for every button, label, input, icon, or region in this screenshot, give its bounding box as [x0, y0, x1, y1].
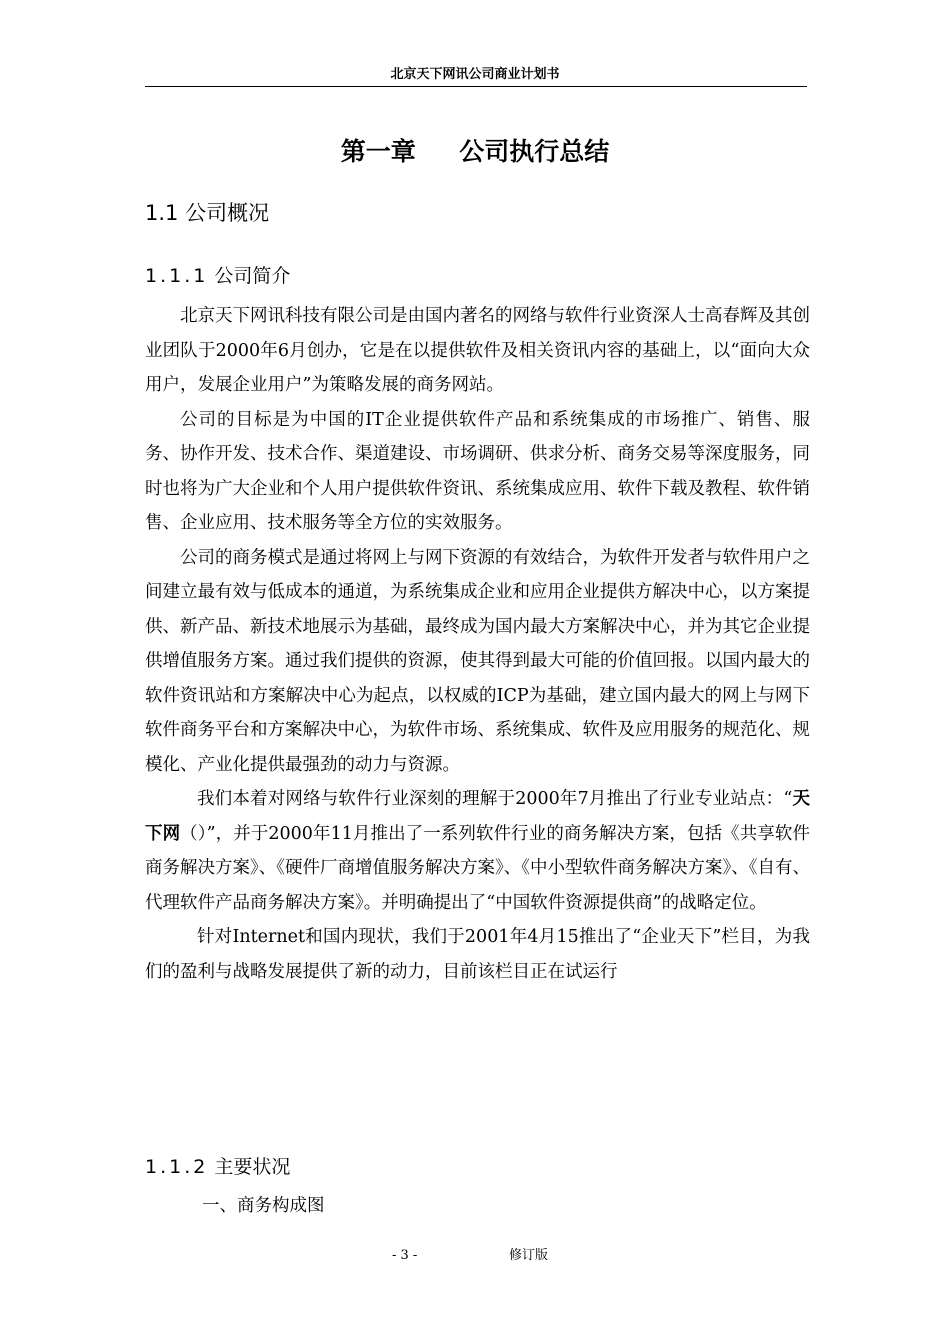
subsection-number: 1.1.1	[145, 265, 209, 287]
paragraph: 针对Internet和国内现状，我们于2001年4月15推出了“企业天下”栏目，为我们的盈利与战略发展提供了新的动力，目前该栏目正在试运行	[145, 927, 810, 982]
subsection-heading-1-1-1	[145, 262, 290, 290]
paragraph-text: 我们本着对网络与软件行业深刻的理解于2000年7月推出了行业专业站点：“	[197, 789, 793, 809]
paragraph-text: （）”，并于2000年11月推出了一系列软件行业的商务解决方案，包括《共享软件商务解决方案》、《硬件厂商增值服务解决方案》、《中小型软件商务解决方案》、《自有、代理软件产品商务解决方案》。并明确提出了“中国软件资源提供商”的战略定位。	[145, 823, 811, 913]
paragraph: 北京天下网讯科技有限公司是由国内著名的网络与软件行业资深人士高春辉及其创业团队于2000年6月创办，它是在以提供软件及相关资讯内容的基础上，以“面向大众用户，发展企业用户”为策略发展的商务网站。	[145, 306, 810, 395]
subsection-heading-1-1-2	[145, 1153, 290, 1181]
subsection-title: 公司简介	[214, 265, 291, 287]
revision-label: 修订版	[509, 1248, 549, 1263]
page-number: - 3 -	[392, 1248, 418, 1263]
paragraph	[145, 782, 810, 920]
paragraph: 公司的目标是为中国的IT企业提供软件产品和系统集成的市场推广、销售、服务、协作开发、技术合作、渠道建设、市场调研、供求分析、商务交易等深度服务，同时也将为广大企业和个人用户提供软件资讯、系统集成应用、软件下载及教程、软件销售、企业应用、技术服务等全方位的实效服务。	[145, 409, 810, 533]
list-item: 一、商务构成图	[202, 1196, 325, 1216]
site-name-bold: 天下网	[145, 789, 810, 844]
company-intro-body	[145, 299, 810, 989]
section-heading-1-1: 1.1 公司概况	[145, 201, 270, 225]
running-header: 北京天下网讯公司商业计划书	[390, 67, 560, 82]
paragraph: 公司的商务模式是通过将网上与网下资源的有效结合，为软件开发者与软件用户之间建立最有效与低成本的通道，为系统集成企业和应用企业提供方解决中心，以方案提供、新产品、新技术地展示为基础，最终成为国内最大方案解决中心，并为其它企业提供增值服务方案。通过我们提供的资源，使其得到最大可能的价值回报。以国内最大的软件资讯站和方案解决中心为起点，以权威的ICP为基础，建立国内最大的网上与网下软件商务平台和方案解决中心，为软件市场、系统集成、软件及应用服务的规范化、规模化、产业化提供最强劲的动力与资源。	[145, 547, 810, 775]
chapter-title: 第一章 公司执行总结	[340, 137, 610, 166]
subsection-number: 1.1.2	[145, 1156, 209, 1178]
subsection-title: 主要状况	[214, 1156, 291, 1178]
header-rule	[145, 86, 807, 87]
